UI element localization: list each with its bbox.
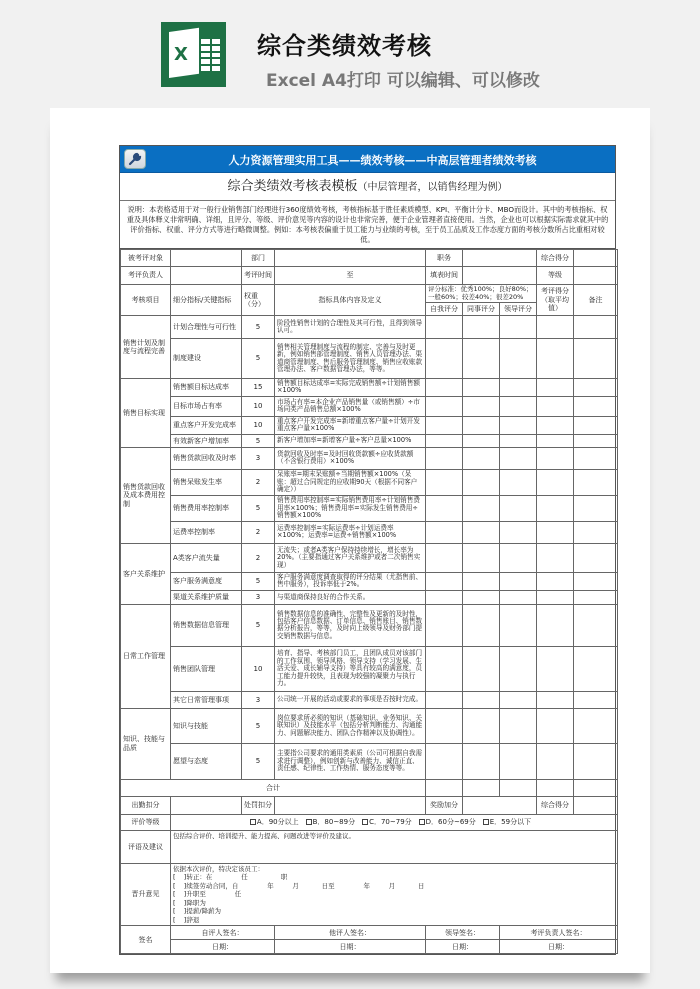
leader-score-cell[interactable] bbox=[500, 339, 537, 379]
remark-cell[interactable] bbox=[574, 416, 618, 434]
definition-cell: 客户服务满意度调查取得的评分结果（尤指售前、售中服务），投诉率低于2%。 bbox=[275, 572, 426, 590]
target-field[interactable] bbox=[171, 250, 242, 267]
avg-score-cell[interactable] bbox=[537, 708, 574, 743]
table-row bbox=[121, 339, 618, 379]
group-name: 知识、技能与品质 bbox=[121, 708, 171, 779]
indicator-cell: 运费率控制率 bbox=[171, 521, 242, 543]
self-score-cell[interactable] bbox=[426, 339, 463, 379]
peer-score-cell[interactable] bbox=[463, 543, 500, 572]
weight-cell: 2 bbox=[242, 543, 275, 572]
indicator-cell: 销售货款回收及时率 bbox=[171, 447, 242, 469]
banner-subtitle: Excel A4打印 可以编辑、可以修改 bbox=[266, 71, 540, 91]
peer-score-cell[interactable] bbox=[463, 691, 500, 708]
form-description: 说明：本表格适用于对一般行业销售部门经理进行360度绩效考核，考核指标基于胜任素质模型、KPI、平衡计分卡、MBO而设计。其中的考核指标、权重及具体释义非常明确、详细，且评分、等级、评价意见等内容的设计也非常完善，便于企业管理者直接使用。当然，企业也可以根据实际需求就其中的评价指标、权重、评分方式等进行略微调整。例如：本考核表偏重于员工能力与业绩的考核，至于员工品质及工作态度方面的考核分数所占比重相对较低。 bbox=[120, 201, 615, 249]
table-row bbox=[121, 416, 618, 434]
bonus-label: 奖励加分 bbox=[426, 796, 463, 814]
peer-score-cell[interactable] bbox=[463, 339, 500, 379]
remark-cell[interactable] bbox=[574, 521, 618, 543]
grade-label: 等级 bbox=[537, 267, 574, 285]
indicator-cell: 渠道关系维护质量 bbox=[171, 590, 242, 604]
target-label: 被考评对象 bbox=[121, 250, 171, 267]
leader-score-cell[interactable] bbox=[500, 379, 537, 397]
owner-sign-date[interactable]: 日期： bbox=[500, 940, 618, 954]
peer-score-cell[interactable] bbox=[463, 469, 500, 495]
leader-score-cell[interactable] bbox=[500, 469, 537, 495]
total-leader[interactable] bbox=[500, 779, 537, 796]
weight-cell: 3 bbox=[242, 590, 275, 604]
self-score-cell[interactable] bbox=[426, 743, 463, 779]
promotion-line[interactable]: [ ]辞退 bbox=[173, 915, 200, 924]
avg-score-cell[interactable] bbox=[537, 572, 574, 590]
peer-score-cell[interactable] bbox=[463, 434, 500, 447]
peer-score-cell[interactable] bbox=[463, 316, 500, 339]
grade-options bbox=[171, 814, 618, 830]
grade-option-2[interactable] bbox=[362, 818, 412, 826]
peer-score-cell[interactable] bbox=[463, 572, 500, 590]
col-indicator: 细分指标/关键指标 bbox=[171, 285, 242, 316]
col-self: 自我评分 bbox=[426, 303, 463, 316]
leader-score-cell[interactable] bbox=[500, 572, 537, 590]
weight-cell: 10 bbox=[242, 416, 275, 434]
weight-cell: 5 bbox=[242, 743, 275, 779]
self-score-cell[interactable] bbox=[426, 543, 463, 572]
promotion-line: 依据本次评价，特决定该员工： bbox=[173, 864, 264, 873]
leader-score-cell[interactable] bbox=[500, 396, 537, 416]
table-row bbox=[121, 316, 618, 339]
promotion-line[interactable]: [ ]续签劳动合同，自 年 月 日至 年 月 日 bbox=[173, 881, 425, 890]
weight-cell: 5 bbox=[242, 708, 275, 743]
col-scoring-standard: 评分标准：优秀100%；良好80%；一般60%；较差40%；很差20% bbox=[426, 285, 537, 303]
table-row bbox=[121, 743, 618, 779]
table-row bbox=[121, 543, 618, 572]
grade-field[interactable] bbox=[574, 267, 618, 285]
definition-cell: 呆账率=期末呆账额÷当期销售额×100%（呆账：超过合同规定的应收期90天（根据不同客户确定）） bbox=[275, 469, 426, 495]
grade-option-0[interactable] bbox=[250, 818, 299, 826]
grade-option-label: C．70~79分 bbox=[369, 818, 412, 827]
definition-cell: 销售数据信息的准确性、完整性及更新的及时性，包括客户信息数据、订单信息、销售账目、销售数据分析报告，等等，及时向上级领导及财务部门提交销售数据与信息。 bbox=[275, 604, 426, 646]
indicator-cell: 客户服务满意度 bbox=[171, 572, 242, 590]
attendance-field[interactable] bbox=[171, 796, 242, 814]
remark-cell[interactable] bbox=[574, 434, 618, 447]
table-row bbox=[121, 708, 618, 743]
checkbox-icon[interactable] bbox=[250, 819, 256, 825]
peer-score-cell[interactable] bbox=[463, 379, 500, 397]
col-remark: 备注 bbox=[574, 285, 618, 316]
indicator-cell: 销售费用率控制率 bbox=[171, 495, 242, 521]
indicator-cell: 计划合理性与可行性 bbox=[171, 316, 242, 339]
definition-cell: 岗位要求所必须的知识（基础知识、业务知识、关联知识）及技能水平（包括分析判断能力、沟通能力、问题解决能力、团队合作精神以及协调性）。 bbox=[275, 708, 426, 743]
definition-cell: 阶段性销售计划的合理性及其可行性，且得到领导认可。 bbox=[275, 316, 426, 339]
form-title bbox=[120, 173, 615, 201]
final-field[interactable] bbox=[574, 796, 618, 814]
table-row bbox=[121, 495, 618, 521]
indicator-cell: 制度建设 bbox=[171, 339, 242, 379]
remark-cell[interactable] bbox=[574, 379, 618, 397]
weight-cell: 10 bbox=[242, 396, 275, 416]
fill-time-label: 填表时间 bbox=[426, 267, 463, 285]
weight-cell: 3 bbox=[242, 447, 275, 469]
table-row bbox=[121, 521, 618, 543]
form-title-note: （中层管理者，以销售经理为例） bbox=[357, 182, 508, 193]
avg-score-cell[interactable] bbox=[537, 396, 574, 416]
promotion-field[interactable] bbox=[171, 863, 618, 926]
indicator-cell: 其它日常管理事项 bbox=[171, 691, 242, 708]
leader-score-cell[interactable] bbox=[500, 521, 537, 543]
avg-score-cell[interactable] bbox=[537, 469, 574, 495]
peer-score-cell[interactable] bbox=[463, 708, 500, 743]
evaluation-table bbox=[120, 249, 618, 954]
owner-label: 考评负责人 bbox=[121, 267, 171, 285]
table-row bbox=[121, 604, 618, 646]
grade-option-label: A．90分以上 bbox=[256, 818, 299, 827]
avg-score-cell[interactable] bbox=[537, 590, 574, 604]
avg-score-cell[interactable] bbox=[537, 604, 574, 646]
sign-label: 签名 bbox=[121, 926, 171, 954]
position-field[interactable] bbox=[463, 250, 537, 267]
weight-cell: 5 bbox=[242, 434, 275, 447]
remark-cell[interactable] bbox=[574, 495, 618, 521]
period-label: 考评时间 bbox=[242, 267, 275, 285]
position-label: 职务 bbox=[426, 250, 463, 267]
banner-title: 综合类绩效考核 bbox=[257, 32, 432, 60]
avg-score-cell[interactable] bbox=[537, 691, 574, 708]
self-score-cell[interactable] bbox=[426, 396, 463, 416]
self-score-cell[interactable] bbox=[426, 691, 463, 708]
leader-score-cell[interactable] bbox=[500, 743, 537, 779]
promotion-label: 晋升意见 bbox=[121, 863, 171, 926]
weight-cell: 10 bbox=[242, 646, 275, 691]
form-title-main: 综合类绩效考核表模板 bbox=[227, 179, 358, 194]
peer-sign-field[interactable]: 他评人签名： bbox=[275, 926, 426, 940]
avg-score-cell[interactable] bbox=[537, 743, 574, 779]
grade-option-1[interactable] bbox=[306, 818, 355, 826]
total-avg[interactable] bbox=[537, 779, 574, 796]
avg-score-cell[interactable] bbox=[537, 339, 574, 379]
table-row bbox=[121, 447, 618, 469]
col-leader: 领导评分 bbox=[500, 303, 537, 316]
weight-cell: 3 bbox=[242, 691, 275, 708]
leader-score-cell[interactable] bbox=[500, 691, 537, 708]
leader-score-cell[interactable] bbox=[500, 495, 537, 521]
final-label: 综合得分 bbox=[537, 796, 574, 814]
remark-cell[interactable] bbox=[574, 543, 618, 572]
indicator-cell: 销售数据信息管理 bbox=[171, 604, 242, 646]
col-avg: 考评得分（取平均值） bbox=[537, 285, 574, 316]
total-score-label: 综合得分 bbox=[537, 250, 574, 267]
avg-score-cell[interactable] bbox=[537, 543, 574, 572]
total-self[interactable] bbox=[426, 779, 463, 796]
dept-label: 部门 bbox=[242, 250, 275, 267]
avg-score-cell[interactable] bbox=[537, 416, 574, 434]
group-name: 销售货款回收及成本费用控制 bbox=[121, 447, 171, 543]
col-peer: 同事评分 bbox=[463, 303, 500, 316]
leader-score-cell[interactable] bbox=[500, 604, 537, 646]
leader-score-cell[interactable] bbox=[500, 590, 537, 604]
remark-cell[interactable] bbox=[574, 396, 618, 416]
self-score-cell[interactable] bbox=[426, 590, 463, 604]
col-item: 考核项目 bbox=[121, 285, 171, 316]
table-row bbox=[121, 396, 618, 416]
total-row-label: 合计 bbox=[121, 779, 426, 796]
fill-time-field[interactable] bbox=[463, 267, 537, 285]
promotion-line[interactable]: [ ]转正：在 任 职 bbox=[173, 873, 288, 882]
leader-score-cell[interactable] bbox=[500, 543, 537, 572]
penalty-field[interactable] bbox=[275, 796, 426, 814]
table-row bbox=[121, 590, 618, 604]
definition-cell: 无流失；或者A类客户保持持续增长，增长率为20%。（主要指通过客户关系维护或者二次销售实现） bbox=[275, 543, 426, 572]
remark-cell[interactable] bbox=[574, 316, 618, 339]
peer-score-cell[interactable] bbox=[463, 521, 500, 543]
avg-score-cell[interactable] bbox=[537, 434, 574, 447]
definition-cell: 培育、指导、考核部门员工，且团队成员对该部门的工作氛围、领导风格、领导支持（学习发展、生活关爱、成长辅导支持）等具有较高的满意度，员工能力提升较快，且表现为较强的凝聚力与执行力。 bbox=[275, 646, 426, 691]
remark-cell[interactable] bbox=[574, 708, 618, 743]
promotion-line[interactable]: [ ]升职至 任 bbox=[173, 890, 242, 899]
definition-cell: 销售费用率控制率=实际销售费用率÷计划销售费用率×100%；销售费用率=实际发生销售费用÷销售额×100% bbox=[275, 495, 426, 521]
definition-cell: 市场占有率=本企业产品销售量（或销售额）÷市场同类产品销售总额×100% bbox=[275, 396, 426, 416]
definition-cell: 新客户增加率=新增客户量÷客户总量×100% bbox=[275, 434, 426, 447]
peer-score-cell[interactable] bbox=[463, 396, 500, 416]
table-row bbox=[121, 691, 618, 708]
dept-field[interactable] bbox=[275, 250, 426, 267]
group-name: 销售目标实现 bbox=[121, 379, 171, 448]
indicator-cell: A类客户流失量 bbox=[171, 543, 242, 572]
peer-score-cell[interactable] bbox=[463, 604, 500, 646]
self-sign-field[interactable]: 自评人签名： bbox=[171, 926, 275, 940]
attendance-label: 出勤扣分 bbox=[121, 796, 171, 814]
weight-cell: 5 bbox=[242, 572, 275, 590]
self-score-cell[interactable] bbox=[426, 646, 463, 691]
grade-option-label: E．59分以下 bbox=[489, 818, 532, 827]
weight-cell: 2 bbox=[242, 521, 275, 543]
avg-score-cell[interactable] bbox=[537, 447, 574, 469]
peer-score-cell[interactable] bbox=[463, 590, 500, 604]
definition-cell: 主要指公司要求的通用类素质（公司可根据自我需求进行调整），例如创新与改善能力、诚信正直、责任感、纪律性、工作热情、服务态度等等。 bbox=[275, 743, 426, 779]
definition-cell: 销售相关管理制度与流程的制定、完善与及时更新，例如销售部管理制度、销售人员管理办法、渠道商管理制度、售后服务管理制度、销售应收账款管理办法、客户数据管理办法，等等。 bbox=[275, 339, 426, 379]
leader-score-cell[interactable] bbox=[500, 316, 537, 339]
period-field[interactable]: 至 bbox=[275, 267, 426, 285]
leader-score-cell[interactable] bbox=[500, 416, 537, 434]
grade-option-label: B．80~89分 bbox=[312, 818, 356, 827]
owner-field[interactable] bbox=[171, 267, 242, 285]
comment-field[interactable]: 包括综合评价、培训提升、能力提高、问题改进等评价及建议。 bbox=[171, 830, 618, 863]
self-score-cell[interactable] bbox=[426, 434, 463, 447]
self-score-cell[interactable] bbox=[426, 521, 463, 543]
group-name: 客户关系维护 bbox=[121, 543, 171, 604]
header-bar-text: 人力资源管理实用工具——绩效考核——中高层管理者绩效考核 bbox=[228, 154, 537, 167]
owner-sign-field[interactable]: 考评负责人签名： bbox=[500, 926, 618, 940]
group-name: 日常工作管理 bbox=[121, 604, 171, 708]
table-row bbox=[121, 379, 618, 397]
remark-cell[interactable] bbox=[574, 646, 618, 691]
penalty-label: 处罚扣分 bbox=[242, 796, 275, 814]
leader-sign-date[interactable]: 日期： bbox=[426, 940, 500, 954]
checkbox-icon[interactable] bbox=[419, 819, 425, 825]
weight-cell: 5 bbox=[242, 604, 275, 646]
total-remark[interactable] bbox=[574, 779, 618, 796]
leader-score-cell[interactable] bbox=[500, 646, 537, 691]
checkbox-icon[interactable] bbox=[362, 819, 368, 825]
remark-cell[interactable] bbox=[574, 743, 618, 779]
indicator-cell: 销售额目标达成率 bbox=[171, 379, 242, 397]
self-score-cell[interactable] bbox=[426, 447, 463, 469]
bonus-field[interactable] bbox=[463, 796, 537, 814]
remark-cell[interactable] bbox=[574, 590, 618, 604]
checkbox-icon[interactable] bbox=[483, 819, 489, 825]
indicator-cell: 目标市场占有率 bbox=[171, 396, 242, 416]
definition-cell: 与渠道商保持良好的合作关系。 bbox=[275, 590, 426, 604]
definition-cell: 货款回收及时率=及时回收货款额÷应收货款额（不含银行费用）×100% bbox=[275, 447, 426, 469]
definition-cell: 销售额目标达成率=实际完成销售额÷计划销售额×100% bbox=[275, 379, 426, 397]
peer-score-cell[interactable] bbox=[463, 416, 500, 434]
definition-cell: 运费率控制率=实际运费率÷计划运费率×100%；运费率=运费÷销售额×100% bbox=[275, 521, 426, 543]
evaluation-form bbox=[119, 145, 616, 955]
leader-sign-field[interactable]: 领导签名： bbox=[426, 926, 500, 940]
indicator-cell: 销售呆账发生率 bbox=[171, 469, 242, 495]
definition-cell: 重点客户开发完成率=新增重点客户量÷计划开发重点客户量×100% bbox=[275, 416, 426, 434]
self-score-cell[interactable] bbox=[426, 416, 463, 434]
grade-option-4[interactable] bbox=[483, 818, 531, 826]
self-score-cell[interactable] bbox=[426, 379, 463, 397]
self-score-cell[interactable] bbox=[426, 469, 463, 495]
promotion-line[interactable]: [ ]降职为 bbox=[173, 898, 206, 907]
self-score-cell[interactable] bbox=[426, 316, 463, 339]
peer-score-cell[interactable] bbox=[463, 447, 500, 469]
header-bar bbox=[120, 146, 615, 173]
total-peer[interactable] bbox=[463, 779, 500, 796]
weight-cell: 5 bbox=[242, 495, 275, 521]
comment-label: 评语及建议 bbox=[121, 830, 171, 863]
leader-score-cell[interactable] bbox=[500, 447, 537, 469]
weight-cell: 5 bbox=[242, 339, 275, 379]
grade-option-3[interactable] bbox=[419, 818, 476, 826]
leader-score-cell[interactable] bbox=[500, 708, 537, 743]
remark-cell[interactable] bbox=[574, 339, 618, 379]
peer-sign-date[interactable]: 日期： bbox=[275, 940, 426, 954]
peer-score-cell[interactable] bbox=[463, 743, 500, 779]
remark-cell[interactable] bbox=[574, 572, 618, 590]
table-row bbox=[121, 646, 618, 691]
indicator-cell: 销售团队管理 bbox=[171, 646, 242, 691]
self-score-cell[interactable] bbox=[426, 572, 463, 590]
col-weight: 权重（分） bbox=[242, 285, 275, 316]
remark-cell[interactable] bbox=[574, 604, 618, 646]
excel-icon: X bbox=[161, 22, 226, 87]
checkbox-icon[interactable] bbox=[306, 819, 312, 825]
weight-cell: 2 bbox=[242, 469, 275, 495]
table-row bbox=[121, 469, 618, 495]
peer-score-cell[interactable] bbox=[463, 495, 500, 521]
definition-cell: 公司统一开展的活动或要求的事项是否按时完成。 bbox=[275, 691, 426, 708]
peer-score-cell[interactable] bbox=[463, 646, 500, 691]
indicator-cell: 愿望与态度 bbox=[171, 743, 242, 779]
avg-score-cell[interactable] bbox=[537, 316, 574, 339]
self-score-cell[interactable] bbox=[426, 708, 463, 743]
banner bbox=[0, 0, 700, 108]
promotion-line[interactable]: [ ]提薪/降薪为 bbox=[173, 907, 222, 916]
table-row bbox=[121, 434, 618, 447]
remark-cell[interactable] bbox=[574, 469, 618, 495]
indicator-cell: 有效新客户增加率 bbox=[171, 434, 242, 447]
table-row bbox=[121, 572, 618, 590]
self-score-cell[interactable] bbox=[426, 604, 463, 646]
leader-score-cell[interactable] bbox=[500, 434, 537, 447]
avg-score-cell[interactable] bbox=[537, 495, 574, 521]
remark-cell[interactable] bbox=[574, 447, 618, 469]
group-name: 销售计划及制度与流程完善 bbox=[121, 316, 171, 379]
weight-cell: 15 bbox=[242, 379, 275, 397]
avg-score-cell[interactable] bbox=[537, 379, 574, 397]
col-definition: 指标具体内容及定义 bbox=[275, 285, 426, 316]
total-score-field[interactable] bbox=[574, 250, 618, 267]
avg-score-cell[interactable] bbox=[537, 521, 574, 543]
grade-option-label: D．60分~69分 bbox=[425, 818, 476, 827]
avg-score-cell[interactable] bbox=[537, 646, 574, 691]
weight-cell: 5 bbox=[242, 316, 275, 339]
remark-cell[interactable] bbox=[574, 691, 618, 708]
indicator-cell: 知识与技能 bbox=[171, 708, 242, 743]
indicator-cell: 重点客户开发完成率 bbox=[171, 416, 242, 434]
self-score-cell[interactable] bbox=[426, 495, 463, 521]
self-sign-date[interactable]: 日期： bbox=[171, 940, 275, 954]
grade-level-label: 评价等级 bbox=[121, 814, 171, 830]
